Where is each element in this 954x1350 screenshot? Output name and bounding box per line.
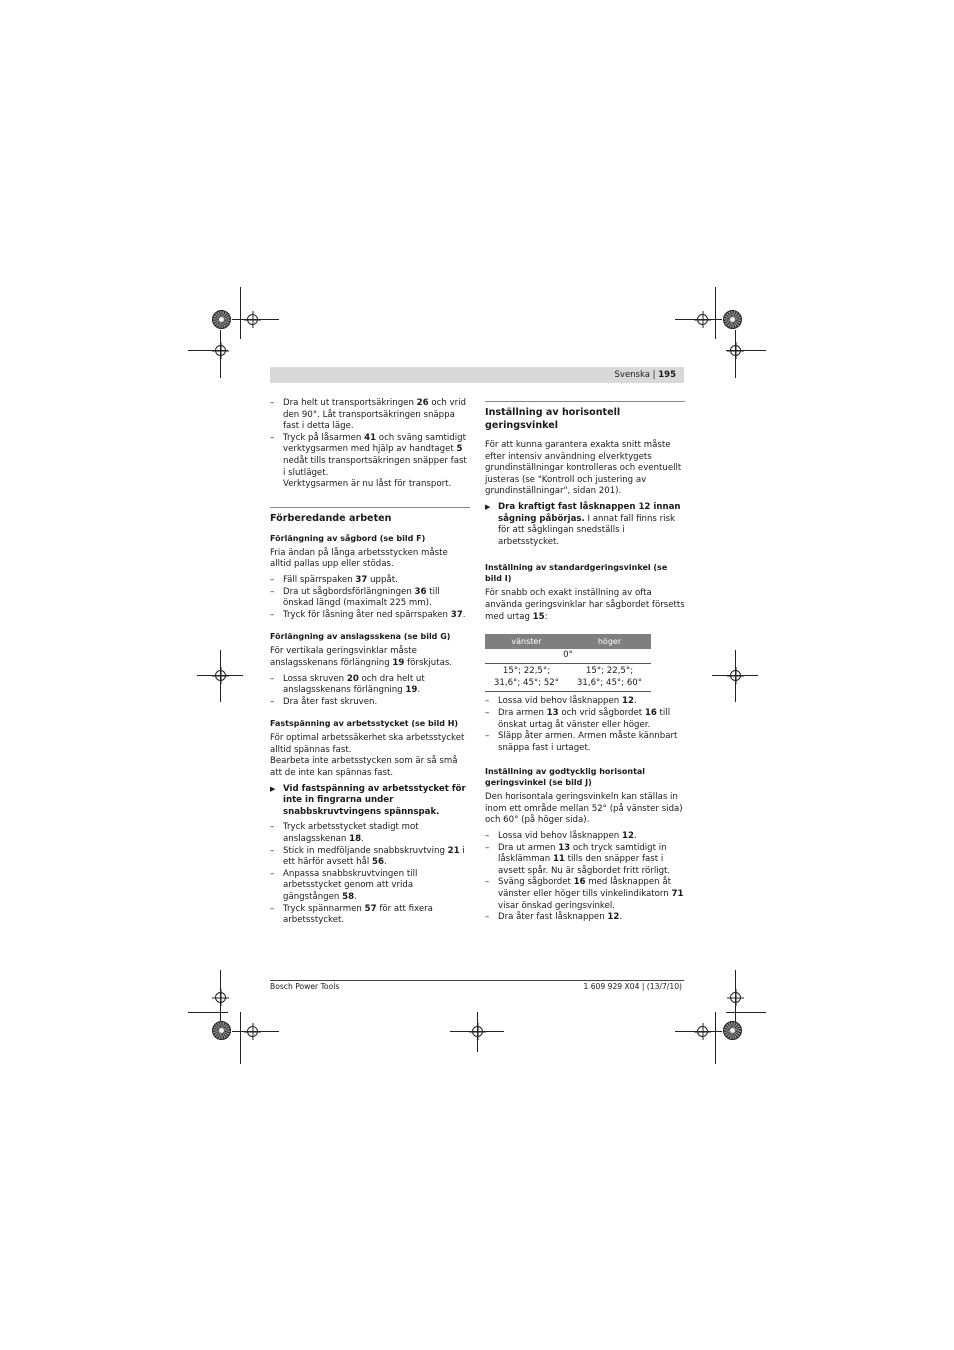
text-run: och vrid sågbordet (558, 707, 645, 718)
saw-table-extension-instructions (270, 548, 470, 622)
bold-text-run: 13 (558, 842, 571, 853)
list-item (270, 674, 470, 697)
table-cell-line: 15°; 22,5°; (502, 666, 551, 677)
table-cell-line: 15°; 22,5°; (585, 666, 634, 677)
text-run: . (354, 892, 357, 902)
paragraph (270, 756, 470, 779)
bold-text-run: 16 (573, 877, 586, 888)
list-item (270, 822, 470, 845)
list-item (270, 846, 470, 869)
registration-target-icon (697, 314, 708, 325)
bold-text-run: 13 (546, 707, 559, 718)
warning-item (485, 502, 685, 548)
crop-line (240, 1012, 241, 1064)
bold-text-run: Dra kraftigt fast låsknappen 12 innan sågning påbörjas. (498, 501, 681, 524)
standard-mitre-lead (485, 588, 685, 623)
text-run: För att kunna garantera exakta snitt måste efter intensiv användning elverktygets grundinställningar kontrolleras och eventuellt justeras (se "Kontroll och justering av grundinställningar", sidan 201). (485, 440, 682, 497)
text-run: uppåt. (367, 574, 398, 585)
text-run: I annat fall finns risk för att sågklingan snedställs i arbetsstycket. (498, 513, 675, 547)
right-column (485, 398, 685, 924)
registration-target-icon (247, 314, 258, 325)
bold-text-run: 36 (414, 586, 427, 597)
list-item (270, 587, 470, 610)
bold-text-run: 56 (371, 857, 384, 868)
table-center-value: 0° (485, 649, 651, 664)
table-cell-line: 31,6°; 45°; 60° (576, 677, 643, 688)
list-item (485, 696, 685, 708)
text-run: . (361, 834, 364, 845)
text-run: : (544, 611, 548, 622)
table-row (485, 649, 651, 664)
triangle-bullet-icon: ▶ (270, 784, 276, 793)
text-run: Dra åter fast skruven. (283, 696, 378, 707)
footer-document-number: 1 609 929 X04 | (13/7/10) (583, 982, 682, 991)
crop-line (715, 1012, 716, 1064)
header-language: Svenska (614, 370, 650, 380)
list-item (270, 575, 470, 587)
standard-mitre-instructions (485, 696, 685, 754)
text-run: förskjutas. (404, 657, 453, 668)
bold-text-run: 12 (621, 696, 634, 707)
text-run: till önskad längd (maximalt 225 mm). (283, 586, 440, 609)
text-run: För snabb och exakt inställning av ofta använda geringsvinklar har sågbordet försetts med urtag (485, 588, 685, 622)
paragraph (270, 646, 470, 669)
bold-text-run: 41 (364, 432, 377, 443)
text-run: Dra ut sågbordsförlängningen (283, 586, 415, 597)
text-run: För vertikala geringsvinklar måste anslagsskenans förlängning (270, 646, 417, 668)
table-cell-left (485, 664, 568, 692)
bold-text-run: 57 (364, 903, 377, 914)
list-item (270, 904, 470, 927)
list-item (270, 398, 470, 433)
bold-text-run: 58 (342, 892, 355, 902)
registration-target-icon (730, 345, 741, 356)
text-run: Lossa vid behov låsknappen (498, 831, 622, 842)
bold-text-run: 20 (346, 673, 359, 684)
bold-text-run: 19 (405, 685, 418, 696)
table-cell-line: 31,6°; 45°; 52° (493, 677, 560, 688)
fence-extension-instructions (270, 646, 470, 708)
paragraph (485, 440, 685, 498)
subheading-clamping-workpiece: Fastspänning av arbetsstycket (se bild H) (270, 719, 459, 729)
list-item (485, 843, 685, 878)
text-run: Den horisontala geringsvinkeln kan ställas in inom ett område mellan 52° (på vänster sida) och 60° (på höger sida). (485, 792, 683, 826)
text-run: till önskat urtag åt vänster eller höger. (498, 707, 671, 730)
text-run: . (417, 685, 421, 696)
subheading-fence-extension: Förlängning av anslagsskena (se bild G) (270, 632, 451, 642)
page-number: 195 (658, 370, 676, 380)
list-item (270, 869, 470, 904)
paragraph (270, 548, 470, 571)
bold-text-run: 19 (392, 657, 405, 668)
transport-lock-instructions (270, 398, 470, 495)
text-run: Dra helt ut transportsäkringen (283, 398, 417, 408)
text-run: nedåt tills transportsäkringen snäpper fast i slutläget. (283, 455, 467, 478)
registration-target-icon (215, 992, 226, 1003)
bold-text-run: 11 (552, 854, 565, 865)
text-run: med låsknappen åt vänster eller höger tills vinkelindikatorn (498, 877, 672, 900)
subheading-standard-mitre: Inställning av standardgeringsvinkel (se bild I) (485, 563, 668, 584)
text-run: Fria ändan på långa arbetsstycken måste alltid pallas upp eller stödas. (270, 547, 448, 570)
text-run: i ett härför avsett hål (283, 845, 465, 868)
bold-text-run: 37 (450, 609, 463, 620)
table-row (485, 664, 651, 692)
registration-target-icon (730, 670, 741, 681)
section-heading-horizontal-mitre: Inställning av horisontell geringsvinkel (485, 401, 685, 432)
left-column (270, 398, 470, 927)
clamping-instructions (270, 733, 470, 927)
mitre-angle-table (485, 634, 651, 692)
text-run: Lossa skruven (283, 673, 347, 684)
paragraph (270, 733, 470, 756)
text-run: Lossa vid behov låsknappen (498, 696, 622, 707)
text-run: Dra ut armen (498, 842, 559, 853)
list-item (270, 433, 470, 479)
spacer (485, 548, 685, 552)
text-run: För optimal arbetssäkerhet ska arbetsstycket alltid spännas fast. (270, 733, 465, 755)
bold-text-run: 12 (607, 912, 620, 923)
bold-text-run: 18 (349, 834, 362, 845)
bold-text-run: 16 (644, 707, 657, 718)
warning-item (270, 784, 470, 819)
registration-target-icon (730, 992, 741, 1003)
list-item (485, 912, 685, 924)
text-run: Dra åter fast låsknappen (498, 912, 608, 923)
registration-target-icon (215, 345, 226, 356)
bold-text-run: 26 (416, 398, 429, 408)
text-run: . (633, 696, 637, 707)
list-item (270, 697, 470, 709)
triangle-bullet-icon: ▶ (485, 502, 491, 511)
list-item (485, 831, 685, 843)
color-rosette-icon (723, 310, 742, 329)
list-item (270, 610, 470, 622)
list-item (485, 877, 685, 912)
text-run: Sväng sågbordet (498, 877, 574, 888)
spacer (270, 491, 470, 495)
text-run: och tryck samtidigt in låsklämman (498, 842, 667, 865)
crop-line (715, 287, 716, 339)
text-run: Bearbeta inte arbetsstycken som är så små att de inte kan spännas fast. (270, 756, 458, 779)
text-run: . (633, 831, 637, 842)
bold-text-run: 37 (355, 574, 368, 585)
color-rosette-icon (212, 1021, 231, 1040)
text-run: Stick in medföljande snabbskruvtving (283, 845, 448, 856)
registration-target-icon (697, 1026, 708, 1037)
list-item (485, 708, 685, 731)
text-run: . (619, 912, 623, 923)
text-run: och dra helt ut anslagsskenans förlängning (283, 673, 425, 696)
arbitrary-mitre-instructions (485, 792, 685, 924)
text-run: Släpp åter armen. Armen måste kännbart snäppa fast i urtaget. (498, 731, 678, 753)
bold-text-run: Vid fastspänning av arbetsstycket för inte in fingrarna under snabbskruvtvingens spännspak. (283, 783, 466, 817)
text-run: Tryck arbetsstycket stadigt mot anslagsskenan (283, 822, 419, 845)
text-run: för att fixera arbetsstycket. (283, 903, 433, 926)
text-run: Dra armen (498, 707, 547, 718)
text-run: Anpassa snabbskruvtvingen till arbetsstycket genom att vrida gängstången (283, 868, 418, 902)
registration-target-icon (247, 1026, 258, 1037)
bold-text-run: 15 (532, 611, 545, 622)
bold-text-run: 21 (447, 845, 460, 856)
text-run: Verktygsarmen är nu låst för transport. (283, 479, 452, 490)
bold-text-run: 71 (671, 889, 684, 900)
text-run: och sväng samtidigt verktygsarmen med hjälp av handtaget (283, 432, 466, 455)
horizontal-mitre-intro (485, 440, 685, 552)
bold-text-run: 5 (456, 444, 463, 455)
text-run: Fäll spärrspaken (283, 574, 356, 585)
text-run: . (462, 609, 466, 620)
paragraph (485, 792, 685, 827)
registration-target-icon (215, 670, 226, 681)
text-run: Tryck på låsarmen (283, 432, 365, 443)
text-run: Tryck för låsning åter ned spärrspaken (283, 609, 451, 620)
color-rosette-icon (212, 310, 231, 329)
footer-rule (270, 980, 684, 981)
table-header-left: vänster (485, 634, 568, 649)
table-cell-right (568, 664, 651, 692)
registration-target-icon (472, 1026, 483, 1037)
text-run: och vrid den 90°. Låt transportsäkringen snäppa fast i detta läge. (283, 398, 466, 432)
color-rosette-icon (723, 1021, 742, 1040)
header-label (615, 369, 676, 381)
header-separator: | (652, 370, 656, 380)
page-header (270, 367, 684, 383)
crop-line (726, 1012, 766, 1013)
text-run: visar önskad geringsvinkel. (498, 900, 615, 911)
text-run: tills den snäpper fast i avsett spår. Nu är sågbordet fritt rörligt. (498, 854, 671, 876)
text-run: . (383, 857, 387, 868)
text-run: Tryck spännarmen (283, 903, 365, 914)
crop-line (188, 1012, 228, 1013)
footer-brand: Bosch Power Tools (270, 982, 340, 991)
section-heading-preparations: Förberedande arbeten (270, 507, 470, 525)
list-note (270, 479, 470, 491)
crop-line (240, 287, 241, 339)
list-item (485, 731, 685, 754)
bold-text-run: 12 (621, 831, 634, 842)
subheading-saw-table-extension: Förlängning av sågbord (se bild F) (270, 533, 426, 543)
subheading-arbitrary-mitre: Inställning av godtycklig horisontal geringsvinkel (se bild J) (485, 767, 646, 788)
table-header-right: höger (568, 634, 651, 649)
